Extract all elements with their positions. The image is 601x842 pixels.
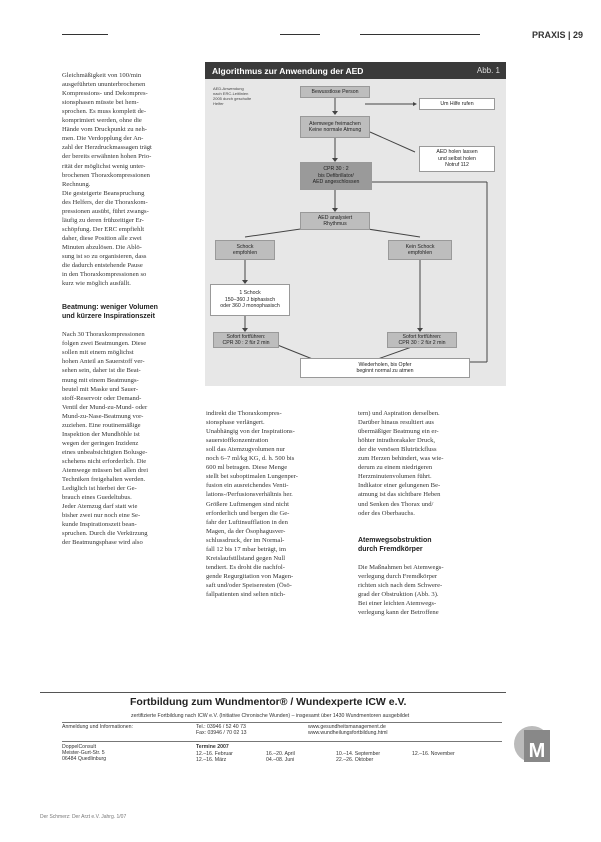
figure-title	[205, 62, 506, 79]
right-column	[358, 400, 500, 626]
ad-rule-1	[62, 722, 502, 723]
ad-subtitle: zertifizierte Fortbildung nach ICW e.V. (Initiative Chronische Wunden) – insgesamt über 1430 Wundmentoren ausgebildet	[131, 713, 410, 719]
ad-dates-col-1: 12.–16. Februar 12.–16. März	[196, 751, 233, 764]
header-rule-mid	[280, 34, 320, 35]
figure-number: Abb. 1	[476, 66, 500, 75]
ad-contact-web: www.gesundheitsmanagement.de www.wundheilungsfortbildung.html	[308, 724, 388, 737]
step-aed-analyses: AED analysiert Rhythmus	[300, 212, 370, 230]
figure-legend: AED-Anwendung nach ERC-Leitlinien 2005 durch geschulte Helfer	[213, 86, 252, 106]
ad-dates-col-3: 10.–14. September 22.–26. Oktober	[336, 751, 381, 764]
doppelconsult-logo	[510, 710, 560, 772]
header-rule-right	[360, 34, 480, 35]
left-subheading: Beatmung: weniger Volumen und kürzere Inspirationszeit	[62, 304, 158, 321]
ad-address: DoppelConsult Meister-Gurt-Str. 5 06484 Quedlinburg	[62, 744, 107, 763]
page-footer: Der Schmerz: Der Arzt e.V. Jahrg. 1/07	[40, 814, 127, 820]
ad-title: Fortbildung zum Wundmentor® / Wundexperte ICW e.V.	[130, 696, 407, 708]
right-para-1: tern) und Aspiration derselben. Darüber hinaus resultiert aus übermäßiger Beatmung ein er- höhter intrathorakaler Druck, der die venösen Blutrückfluss zum Herzen behindert, was wie- derum zu einem niedrigeren Herzminutenvolumen führt. Indikator einer gelungenen Be- atmung ist das sichtbare Heben und Senken des Thorax und/ oder des Oberbauchs.	[358, 410, 444, 517]
step-resume-cpr-left: Sofort fortführen: CPR 30 : 2 für 2 min	[213, 332, 279, 348]
middle-column	[206, 400, 348, 608]
ad-dates-title: Termine 2007	[196, 744, 229, 750]
ad-dates-col-2: 16.–20. April 04.–08. Juni	[266, 751, 295, 764]
step-call-help: Um Hilfe rufen	[419, 98, 495, 110]
ad-dates-col-4: 12.–16. November	[412, 751, 455, 757]
left-para-1: Gleichmäßigkeit von 100/min ausgeführten ununterbrochenen Kompressions- und Dekompres- sionsphasen müsste bei hem- sprochen. Es muss komplett de- komprimiert werden, ohne die Hände vom Druckpunkt zu neh- men. Die Verdopplung der An- zahl der Herzdruckmassagen trägt der bereits erwähnten hohen Prio- rität der möglichst wenig unter- brochenen Thoraxkompressionen Rechnung. Die gesteigerte Beanspruchung des Helfers, der die Thoraxkom- pressionen ausübt, führt zwangs- läufig zu deren frühzeitiger Er- schöpfung. Der ERC empfiehlt daher, diese Position alle zwei Minuten abzulösen. Die Ablö- sung ist so zu organisieren, dass die dadurch entstehende Pause in den Thoraxkompressionen so kurz wie möglich ausfällt.	[62, 72, 152, 288]
step-no-shock-advised: Kein Schock empfohlen	[388, 240, 452, 260]
figure-title-text: Algorithmus zur Anwendung der AED	[212, 66, 364, 76]
svg-text:M: M	[528, 740, 546, 762]
ad-contact-numbers: Tel.: 03946 / 52 40 73 Fax: 03946 / 70 02 13	[196, 724, 247, 737]
step-cpr: CPR 30 : 2 bis Defibrillator/ AED angeschlossen	[300, 162, 372, 190]
right-para-2: Die Maßnahmen bei Atemwegs- verlegung durch Fremdkörper richten sich nach dem Schwere- grad der Obstruktion (Abb. 3). Bei einer leichten Atemwegs- verlegung kann der Betroffene	[358, 563, 444, 616]
footer-separator	[40, 692, 506, 693]
ad-contact-label: Anmeldung und Informationen:	[62, 724, 133, 730]
step-shock-advised: Schock empfohlen	[215, 240, 275, 260]
step-open-airway: Atemwege freimachen Keine normale Atmung	[300, 116, 370, 138]
header-rule-left	[62, 34, 108, 35]
right-subheading: Atemwegsobstruktion durch Fremdkörper	[358, 536, 432, 553]
step-repeat: Wiederholen, bis Opfer beginnt normal zu atmen	[300, 358, 470, 378]
left-para-2: Nach 30 Thoraxkompressionen folgen zwei Beatmungen. Diese sollen mit einem möglichst hohen Anteil an Sauerstoff ver- sehen sein, daher ist die Beat- mung mit einem Beatmungs- beutel mit Maske und Sauer- stoff-Reservoir oder Demand- Ventil der Mund-zu-Mund- oder Mund-zu-Nase-Beatmung vor- zuziehen. Eine routinemäßige Inspektion der Mundhöhle ist wegen der geringen Inzidenz eines unbeabsichtigten Bolusge- schehens nicht erforderlich. Die Atemwege müssen bei allen drei Techniken freigehalten werden. Lediglich ist hierbei der Ge- brauch eines Guedeltubus. Jeder Atemzug darf statt wie bisher zwei nur noch eine Se- kunde Inspirationszeit bean- spruchen. Durch die Verkürzung der Beatmungsphase wird also	[62, 331, 149, 547]
step-get-aed: AED holen lassen und selbst holen Notruf 112	[419, 146, 495, 172]
aed-algorithm-figure	[205, 62, 506, 386]
ad-rule-2	[62, 741, 502, 742]
step-unresponsive: Bewusstlose Person	[300, 86, 370, 98]
step-resume-cpr-right: Sofort fortführen: CPR 30 : 2 für 2 min	[387, 332, 457, 348]
middle-para: indirekt die Thoraxkompres- sionsphase verlängert. Unabhängig von der Inspirations- sauerstoffkonzentration soll das Atemzugvolumen nur noch 6–7 ml/kg KG, d. h. 500 bis 600 ml betragen. Diese Menge stellt bei suboptimalen Lungenper- fusion ein ausreichendes Venti- lations-/Perfusionsverhältnis her. Größere Luftmengen sind nicht erforderlich und bergen die Ge- fahr der Luftinsufflation in den Magen, da der Ösophagusver- schlussdruck, der im Normal- fall 12 bis 17 mbar beträgt, im Kreislaufstillstand gegen Null tendiert. Es droht die nachfol- gende Regurgitation von Magen- saft und/oder Speiseresten (Ösö- fallpatienten sind selten nüch-	[206, 410, 298, 598]
left-column	[62, 62, 199, 556]
page-header: PRAXIS | 29	[531, 30, 583, 40]
step-one-shock: 1 Schock 150–360 J biphasisch oder 360 J monophasisch	[210, 284, 290, 316]
